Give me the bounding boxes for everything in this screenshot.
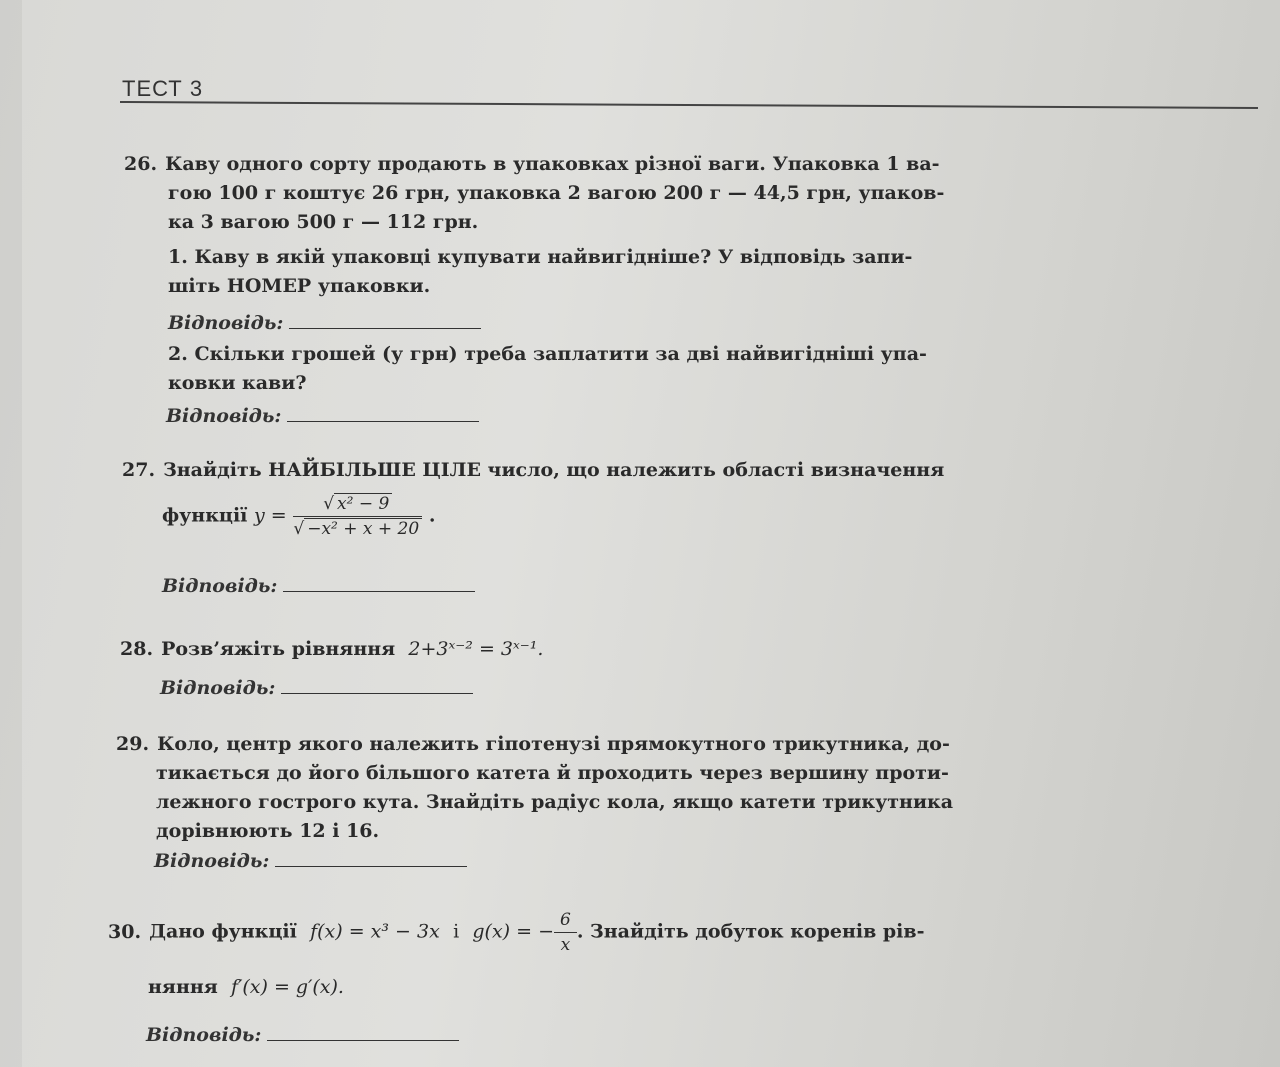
answer-28 <box>160 675 473 699</box>
answer-field[interactable] <box>283 573 475 592</box>
answer-field[interactable] <box>287 403 479 422</box>
problem-29-line-2: тикається до його більшого катета й проходить через вершину проти- <box>156 762 949 784</box>
problem-26-line-1: Каву одного сорту продають в упаковках різної ваги. Упаковка 1 ва- <box>165 153 940 175</box>
problem-28-equation: 2+3ˣ⁻² = 3ˣ⁻¹. <box>408 638 544 660</box>
problem-29-number: 29. <box>116 733 150 755</box>
problem-28-text: Розв’яжіть рівняння <box>161 638 396 660</box>
problem-28 <box>120 635 543 664</box>
function-prefix: функції <box>162 504 248 527</box>
answer-27 <box>162 573 475 597</box>
problem-26-line-3: ка 3 вагою 500 г — 112 грн. <box>168 211 479 233</box>
problem-29 <box>116 730 953 846</box>
page <box>22 0 1280 1067</box>
function-y: y = <box>254 504 287 527</box>
problem-30-line-2 <box>148 973 344 1002</box>
answer-label: Відповідь: <box>168 312 284 334</box>
q2-line-1: 2. Скільки грошей (у грн) треба заплатити за дві найвигідніші упа- <box>168 343 927 365</box>
function-fraction: $\frac{\text{√ x² − 9}}{\text{√ −x² + x + 20}}$ <box>293 494 422 539</box>
problem-27-line-1: Знайдіть НАЙБІЛЬШЕ ЦІЛЕ число, що належить області визначення <box>163 459 945 481</box>
problem-30-equation: f′(x) = g′(x). <box>231 976 344 998</box>
answer-label: Відповідь: <box>154 850 270 872</box>
answer-label: Відповідь: <box>166 405 282 427</box>
problem-27-function <box>162 494 435 539</box>
problem-29-line-3: лежного гострого кута. Знайдіть радіус кола, якщо катети трикутника <box>156 791 954 813</box>
problem-30 <box>108 910 925 955</box>
header-rule <box>120 101 1258 109</box>
q1-line-2: шіть НОМЕР упаковки. <box>168 275 431 297</box>
problem-30-text-1: Дано функції <box>149 920 297 943</box>
problem-30-line-2-text: няння <box>148 976 218 998</box>
q1-line-1: 1. Каву в якій упаковці купувати найвигідніше? У відповідь запи- <box>168 246 913 268</box>
g-prefix: g(x) = − <box>472 920 554 943</box>
answer-label: Відповідь: <box>160 677 276 699</box>
problem-30-text-2: . Знайдіть добуток коренів рів- <box>576 920 925 943</box>
problem-26-question-1 <box>168 243 912 301</box>
answer-label: Відповідь: <box>146 1024 262 1046</box>
answer-26-2 <box>166 403 479 427</box>
problem-26 <box>124 150 944 237</box>
g-numerator: 6 <box>554 910 577 933</box>
problem-30-number: 30. <box>108 920 142 943</box>
f-expression: f(x) = x³ − 3x <box>310 920 440 943</box>
and-word: і <box>453 920 460 943</box>
problem-28-number: 28. <box>120 638 154 660</box>
problem-27 <box>122 456 944 485</box>
answer-label: Відповідь: <box>162 575 278 597</box>
page-header-title: ТЕСТ 3 <box>122 76 204 101</box>
problem-26-number: 26. <box>124 153 158 175</box>
problem-29-line-4: дорівнюють 12 і 16. <box>156 820 380 842</box>
problem-27-number: 27. <box>122 459 156 481</box>
q2-line-2: ковки кави? <box>168 372 307 394</box>
denominator: −x² + x + 20 <box>304 518 422 539</box>
answer-field[interactable] <box>281 675 473 694</box>
g-denominator: x <box>560 935 571 955</box>
problem-26-line-2: гою 100 г коштує 26 грн, упаковка 2 вагою 200 г — 44,5 грн, упаков- <box>168 182 945 204</box>
g-fraction <box>554 910 577 955</box>
numerator: x² − 9 <box>334 493 392 514</box>
answer-29 <box>154 848 467 872</box>
answer-30 <box>146 1022 459 1046</box>
function-end: . <box>428 504 436 527</box>
problem-26-question-2 <box>168 340 927 398</box>
answer-26-1 <box>168 310 481 334</box>
problem-29-line-1: Коло, центр якого належить гіпотенузі прямокутного трикутника, до- <box>157 733 950 755</box>
answer-field[interactable] <box>267 1022 459 1041</box>
answer-field[interactable] <box>289 310 481 329</box>
answer-field[interactable] <box>275 848 467 867</box>
